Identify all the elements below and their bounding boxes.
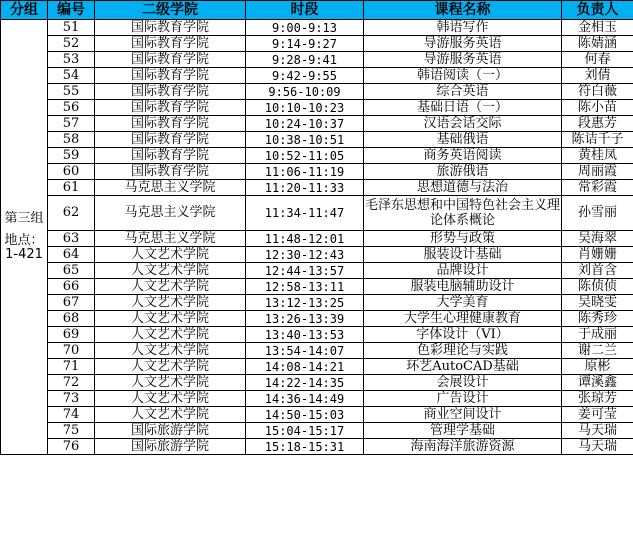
cell-time: 10:24-10:37 (246, 116, 364, 132)
cell-number: 55 (48, 84, 95, 100)
cell-number: 64 (48, 247, 95, 263)
table-row (1, 20, 633, 36)
table-row (1, 196, 633, 231)
cell-person: 陈婧涵 (562, 36, 633, 52)
cell-person: 黄桂凤 (562, 148, 633, 164)
cell-time: 12:44-13:57 (246, 263, 364, 279)
cell-course: 毛泽东思想和中国特色社会主义理论体系概论 (364, 196, 562, 231)
cell-time: 14:50-15:03 (246, 407, 364, 423)
cell-number: 73 (48, 391, 95, 407)
cell-college: 人文艺术学院 (95, 343, 246, 359)
cell-course: 综合英语 (364, 84, 562, 100)
cell-person: 孙雪丽 (562, 196, 633, 231)
cell-person: 马天瑞 (562, 439, 633, 455)
header-row (1, 1, 633, 20)
cell-course: 会展设计 (364, 375, 562, 391)
cell-person: 于成丽 (562, 327, 633, 343)
cell-number: 74 (48, 407, 95, 423)
cell-person: 吴晓雯 (562, 295, 633, 311)
cell-college: 国际教育学院 (95, 148, 246, 164)
cell-college: 人文艺术学院 (95, 295, 246, 311)
cell-college: 人文艺术学院 (95, 279, 246, 295)
cell-person: 谭溪鑫 (562, 375, 633, 391)
cell-person: 张琼芳 (562, 391, 633, 407)
cell-time: 10:38-10:51 (246, 132, 364, 148)
cell-college: 人文艺术学院 (95, 407, 246, 423)
cell-college: 国际教育学院 (95, 84, 246, 100)
cell-time: 11:48-12:01 (246, 231, 364, 247)
cell-course: 大学生心理健康教育 (364, 311, 562, 327)
cell-college: 国际教育学院 (95, 164, 246, 180)
cell-course: 旅游俄语 (364, 164, 562, 180)
table-row (1, 180, 633, 196)
cell-number: 68 (48, 311, 95, 327)
cell-number: 76 (48, 439, 95, 455)
cell-time: 12:58-13:11 (246, 279, 364, 295)
cell-college: 国际教育学院 (95, 116, 246, 132)
cell-college: 国际教育学院 (95, 68, 246, 84)
table-row (1, 263, 633, 279)
table-row (1, 116, 633, 132)
cell-number: 62 (48, 196, 95, 231)
cell-college: 国际教育学院 (95, 36, 246, 52)
cell-person: 陈小苗 (562, 100, 633, 116)
cell-course: 基础俄语 (364, 132, 562, 148)
cell-time: 9:42-9:55 (246, 68, 364, 84)
cell-college: 马克思主义学院 (95, 180, 246, 196)
header-course: 课程名称 (364, 1, 562, 20)
cell-college: 人文艺术学院 (95, 311, 246, 327)
table-row (1, 391, 633, 407)
cell-person: 马天瑞 (562, 423, 633, 439)
cell-course: 广告设计 (364, 391, 562, 407)
cell-course: 品牌设计 (364, 263, 562, 279)
cell-number: 66 (48, 279, 95, 295)
cell-college: 国际旅游学院 (95, 439, 246, 455)
cell-time: 13:26-13:39 (246, 311, 364, 327)
table-row (1, 343, 633, 359)
cell-course: 商务英语阅读 (364, 148, 562, 164)
table-row (1, 148, 633, 164)
cell-number: 65 (48, 263, 95, 279)
cell-college: 人文艺术学院 (95, 263, 246, 279)
cell-college: 人文艺术学院 (95, 375, 246, 391)
header-number: 编号 (48, 1, 95, 20)
cell-number: 53 (48, 52, 95, 68)
cell-college: 国际教育学院 (95, 100, 246, 116)
cell-person: 陈侦侦 (562, 279, 633, 295)
cell-college: 人文艺术学院 (95, 359, 246, 375)
cell-college: 人文艺术学院 (95, 327, 246, 343)
cell-time: 15:18-15:31 (246, 439, 364, 455)
cell-number: 72 (48, 375, 95, 391)
cell-course: 管理学基础 (364, 423, 562, 439)
cell-person: 吴海翠 (562, 231, 633, 247)
cell-course: 大学美育 (364, 295, 562, 311)
table-row (1, 295, 633, 311)
cell-time: 13:54-14:07 (246, 343, 364, 359)
cell-course: 服装电脑辅助设计 (364, 279, 562, 295)
table-row (1, 311, 633, 327)
table-row (1, 52, 633, 68)
table-row (1, 327, 633, 343)
cell-number: 61 (48, 180, 95, 196)
cell-course: 韩语阅读（一） (364, 68, 562, 84)
cell-number: 69 (48, 327, 95, 343)
cell-person: 金相玉 (562, 20, 633, 36)
table-row (1, 164, 633, 180)
group-location-label: 地点： (4, 233, 44, 248)
cell-number: 70 (48, 343, 95, 359)
cell-person: 周丽霞 (562, 164, 633, 180)
cell-time: 11:06-11:19 (246, 164, 364, 180)
cell-time: 13:40-13:53 (246, 327, 364, 343)
cell-number: 57 (48, 116, 95, 132)
table-row (1, 36, 633, 52)
cell-person: 何春 (562, 52, 633, 68)
cell-number: 63 (48, 231, 95, 247)
cell-number: 71 (48, 359, 95, 375)
cell-course: 商业空间设计 (364, 407, 562, 423)
cell-course: 字体设计（VI） (364, 327, 562, 343)
cell-time: 14:08-14:21 (246, 359, 364, 375)
header-group: 分组 (1, 1, 48, 20)
cell-course: 导游服务英语 (364, 52, 562, 68)
group-location: 1-421 (5, 247, 43, 262)
table-row (1, 359, 633, 375)
cell-time: 9:14-9:27 (246, 36, 364, 52)
cell-time: 11:20-11:33 (246, 180, 364, 196)
cell-time: 10:52-11:05 (246, 148, 364, 164)
cell-course: 海南海洋旅游资源 (364, 439, 562, 455)
cell-college: 马克思主义学院 (95, 196, 246, 231)
cell-time: 13:12-13:25 (246, 295, 364, 311)
cell-person: 谢二兰 (562, 343, 633, 359)
cell-number: 54 (48, 68, 95, 84)
header-college: 二级学院 (95, 1, 246, 20)
cell-college: 马克思主义学院 (95, 231, 246, 247)
cell-person: 常彩霞 (562, 180, 633, 196)
table-row (1, 423, 633, 439)
table-row (1, 375, 633, 391)
cell-time: 11:34-11:47 (246, 196, 364, 231)
table-row (1, 132, 633, 148)
cell-person: 肖姗姗 (562, 247, 633, 263)
cell-person: 陈秀珍 (562, 311, 633, 327)
cell-college: 人文艺术学院 (95, 247, 246, 263)
cell-course: 形势与政策 (364, 231, 562, 247)
cell-number: 67 (48, 295, 95, 311)
cell-time: 12:30-12:43 (246, 247, 364, 263)
cell-college: 国际旅游学院 (95, 423, 246, 439)
cell-person: 陈诘千子 (562, 132, 633, 148)
cell-person: 刘首含 (562, 263, 633, 279)
cell-number: 56 (48, 100, 95, 116)
cell-course: 思想道德与法治 (364, 180, 562, 196)
cell-number: 58 (48, 132, 95, 148)
header-time: 时段 (246, 1, 364, 20)
cell-number: 52 (48, 36, 95, 52)
cell-time: 15:04-15:17 (246, 423, 364, 439)
cell-number: 75 (48, 423, 95, 439)
cell-course: 基础日语（一） (364, 100, 562, 116)
table-row (1, 247, 633, 263)
cell-person: 原彬 (562, 359, 633, 375)
cell-course: 色彩理论与实践 (364, 343, 562, 359)
cell-college: 人文艺术学院 (95, 391, 246, 407)
cell-college: 国际教育学院 (95, 52, 246, 68)
table-row (1, 84, 633, 100)
group-cell (1, 20, 48, 455)
cell-time: 10:10-10:23 (246, 100, 364, 116)
table-row (1, 439, 633, 455)
header-person: 负责人 (562, 1, 633, 20)
cell-person: 姜可莹 (562, 407, 633, 423)
cell-course: 韩语写作 (364, 20, 562, 36)
cell-number: 60 (48, 164, 95, 180)
table-row (1, 231, 633, 247)
group-name: 第三组 (4, 211, 44, 226)
cell-course: 服装设计基础 (364, 247, 562, 263)
cell-time: 14:22-14:35 (246, 375, 364, 391)
cell-time: 9:00-9:13 (246, 20, 364, 36)
schedule-body (1, 20, 633, 455)
cell-number: 51 (48, 20, 95, 36)
table-row (1, 68, 633, 84)
cell-time: 9:56-10:09 (246, 84, 364, 100)
cell-person: 段惠芳 (562, 116, 633, 132)
cell-time: 9:28-9:41 (246, 52, 364, 68)
cell-person: 符白薇 (562, 84, 633, 100)
cell-person: 刘倩 (562, 68, 633, 84)
cell-number: 59 (48, 148, 95, 164)
cell-time: 14:36-14:49 (246, 391, 364, 407)
cell-course: 导游服务英语 (364, 36, 562, 52)
table-row (1, 407, 633, 423)
cell-college: 国际教育学院 (95, 132, 246, 148)
table-row (1, 279, 633, 295)
cell-college: 国际教育学院 (95, 20, 246, 36)
table-row (1, 100, 633, 116)
cell-course: 汉语会话交际 (364, 116, 562, 132)
cell-course: 环艺AutoCAD基础 (364, 359, 562, 375)
